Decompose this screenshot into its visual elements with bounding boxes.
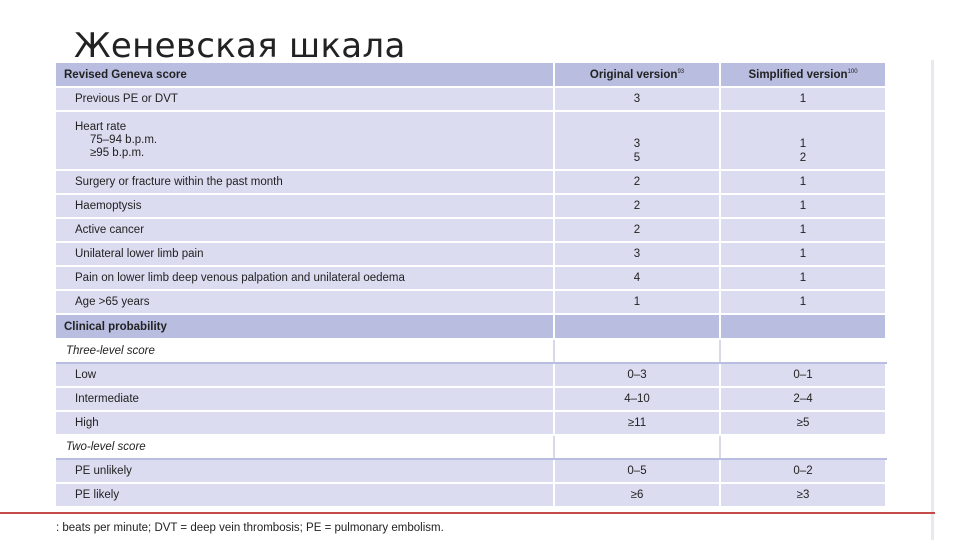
- header-score-label: Revised Geneva score: [64, 68, 187, 81]
- row-label: PE likely: [56, 483, 554, 507]
- row-simplified: ≥5: [720, 411, 886, 435]
- section-empty-cell: [554, 314, 720, 339]
- slide-title: Женевская шкала: [74, 26, 406, 66]
- row-original: 4–10: [554, 387, 720, 411]
- table-row: [56, 290, 886, 314]
- header-original-label: Original version: [589, 68, 678, 81]
- row-label: High: [56, 411, 554, 435]
- row-simplified: 1: [720, 87, 886, 111]
- row-label: Age >65 years: [56, 290, 554, 314]
- table-header-row: [56, 63, 886, 87]
- table-row: [56, 483, 886, 507]
- row-label: Haemoptysis: [56, 194, 554, 218]
- subhead-label: Three-level score: [56, 339, 554, 363]
- row-label: Pain on lower limb deep venous palpation and unilateral oedema: [56, 266, 554, 290]
- row-original: 1: [554, 290, 720, 314]
- table-row: [56, 363, 886, 387]
- row-label: Surgery or fracture within the past month: [56, 170, 554, 194]
- table-row: [56, 242, 886, 266]
- row-label: Heart rate: [75, 121, 127, 133]
- subhead-empty-cell: [554, 339, 720, 363]
- table-row: [56, 194, 886, 218]
- section-row-clinical-probability: [56, 314, 886, 339]
- row-simplified: 1: [720, 290, 886, 314]
- row-value: 3: [633, 138, 641, 150]
- row-simplified: 1: [720, 266, 886, 290]
- row-original: 3: [554, 87, 720, 111]
- row-simplified: ≥3: [720, 483, 886, 507]
- row-simplified: 0–2: [720, 459, 886, 483]
- subhead-empty-cell: [720, 435, 886, 459]
- table-row: [56, 266, 886, 290]
- header-simplified: [720, 63, 886, 87]
- header-simplified-label: Simplified version: [748, 68, 848, 81]
- row-label: Previous PE or DVT: [56, 87, 554, 111]
- row-value: 2: [799, 152, 807, 164]
- table-row: [56, 387, 886, 411]
- row-simplified: 2–4: [720, 387, 886, 411]
- row-simplified: 1: [720, 242, 886, 266]
- row-original: 3: [554, 242, 720, 266]
- table-row: [56, 459, 886, 483]
- row-original: ≥6: [554, 483, 720, 507]
- row-label: Intermediate: [56, 387, 554, 411]
- row-simplified: 0–1: [720, 363, 886, 387]
- page-edge-divider: [931, 60, 934, 540]
- row-simplified: 1: [720, 218, 886, 242]
- section-empty-cell: [720, 314, 886, 339]
- row-label: Unilateral lower limb pain: [56, 242, 554, 266]
- subhead-row-two-level: [56, 435, 886, 459]
- geneva-score-table: [56, 63, 886, 508]
- subhead-empty-cell: [720, 339, 886, 363]
- row-original: 2: [554, 218, 720, 242]
- row-original: [554, 111, 720, 170]
- row-original: ≥11: [554, 411, 720, 435]
- subhead-label: Two-level score: [56, 435, 554, 459]
- table-row: [56, 218, 886, 242]
- subhead-empty-cell: [554, 435, 720, 459]
- row-simplified: 1: [720, 194, 886, 218]
- table-row: [56, 87, 886, 111]
- row-sublabel: 75–94 b.p.m.: [90, 134, 158, 146]
- row-simplified: 1: [720, 170, 886, 194]
- table-footnote: : beats per minute; DVT = deep vein thrombosis; PE = pulmonary embolism.: [56, 522, 444, 534]
- header-score: [56, 63, 554, 87]
- table-row: [56, 111, 886, 170]
- row-value: 5: [633, 152, 641, 164]
- row-original: 2: [554, 194, 720, 218]
- row-sublabel: ≥95 b.p.m.: [90, 147, 145, 159]
- table-row: [56, 411, 886, 435]
- row-original: 0–5: [554, 459, 720, 483]
- row-original: 4: [554, 266, 720, 290]
- row-value: 1: [799, 138, 807, 150]
- subhead-row-three-level: [56, 339, 886, 363]
- row-original: 0–3: [554, 363, 720, 387]
- row-label: PE unlikely: [56, 459, 554, 483]
- row-original: 2: [554, 170, 720, 194]
- header-original: [554, 63, 720, 87]
- row-label: Low: [56, 363, 554, 387]
- row-label: Active cancer: [56, 218, 554, 242]
- row-label-heart-rate: [56, 111, 554, 170]
- footer-rule: [0, 512, 935, 514]
- header-simplified-ref: 100: [847, 68, 858, 75]
- row-simplified: [720, 111, 886, 170]
- header-original-ref: 93: [677, 68, 685, 75]
- table-row: [56, 170, 886, 194]
- section-title: Clinical probability: [56, 314, 554, 339]
